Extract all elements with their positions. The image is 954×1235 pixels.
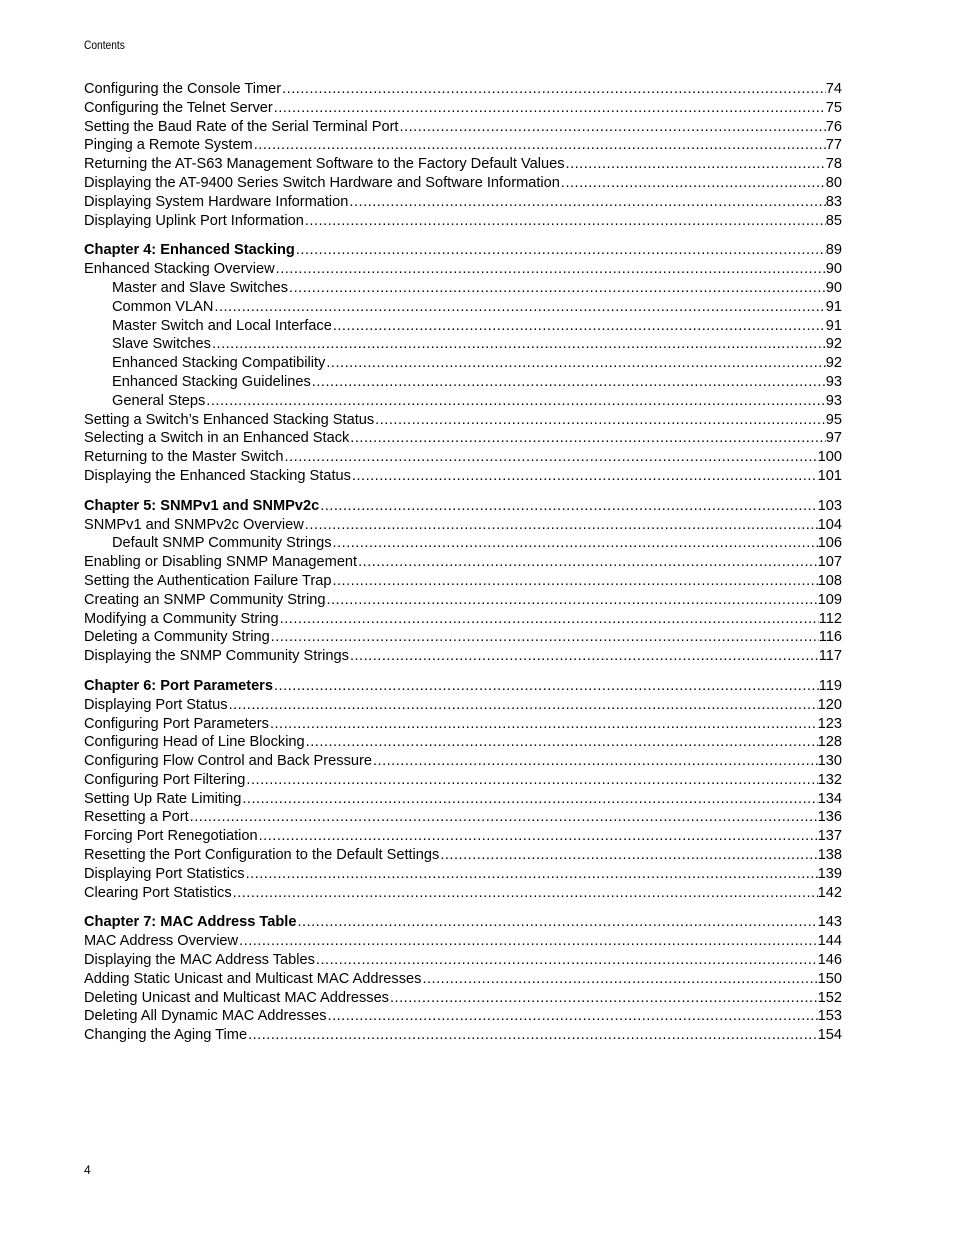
dot-leader xyxy=(273,99,826,118)
dot-leader xyxy=(205,392,825,411)
toc-entry-page: 117 xyxy=(818,648,842,665)
toc-entry-title: Setting the Baud Rate of the Serial Terminal Port xyxy=(84,118,399,135)
toc-entry[interactable] xyxy=(84,951,842,970)
dot-leader xyxy=(295,241,826,260)
toc-entry-title: Chapter 5: SNMPv1 and SNMPv2c xyxy=(84,497,320,514)
dot-leader xyxy=(357,553,818,572)
toc-entry-title: Common VLAN xyxy=(112,298,214,315)
toc-entry-page: 143 xyxy=(817,914,842,931)
toc-entry-page: 101 xyxy=(817,467,842,484)
toc-entry[interactable] xyxy=(84,628,842,647)
toc-entry-page: 107 xyxy=(817,554,842,571)
toc-chapter-heading[interactable] xyxy=(84,497,842,516)
dot-leader xyxy=(327,1007,818,1026)
toc-entry[interactable] xyxy=(84,335,842,354)
toc-entry[interactable] xyxy=(84,591,842,610)
toc-chapter-heading[interactable] xyxy=(84,241,842,260)
toc-entry-title: Displaying the Enhanced Stacking Status xyxy=(84,467,351,484)
toc-entry[interactable] xyxy=(84,827,842,846)
toc-entry-title: Configuring the Telnet Server xyxy=(84,99,273,116)
toc-entry-title: Displaying Port Status xyxy=(84,696,228,713)
toc-entry[interactable] xyxy=(84,411,842,430)
toc-entry-page: 90 xyxy=(825,261,842,278)
toc-entry-page: 75 xyxy=(825,99,842,116)
toc-entry-page: 90 xyxy=(825,279,842,296)
toc-entry-title: Changing the Aging Time xyxy=(84,1027,248,1044)
toc-entry[interactable] xyxy=(84,534,842,553)
dot-leader xyxy=(238,932,818,951)
toc-entry-title: Displaying Port Statistics xyxy=(84,865,245,882)
toc-entry-title: Adding Static Unicast and Multicast MAC Addresses xyxy=(84,970,422,987)
toc-entry-page: 108 xyxy=(817,572,842,589)
toc-entry-page: 104 xyxy=(817,516,842,533)
toc-entry-title: Resetting a Port xyxy=(84,809,189,826)
toc-entry-page: 103 xyxy=(817,497,842,514)
dot-leader xyxy=(189,808,818,827)
dot-leader xyxy=(296,913,817,932)
toc-entry[interactable] xyxy=(84,99,842,118)
dot-leader xyxy=(349,647,819,666)
toc-entry-page: 142 xyxy=(817,884,842,901)
toc-entry-page: 106 xyxy=(817,535,842,552)
toc-entry-title: Selecting a Switch in an Enhanced Stack xyxy=(84,430,350,447)
toc-entry[interactable] xyxy=(84,193,842,212)
dot-leader xyxy=(325,591,817,610)
toc-entry-title: Enhanced Stacking Guidelines xyxy=(112,373,311,390)
toc-entry[interactable] xyxy=(84,467,842,486)
toc-entry[interactable] xyxy=(84,174,842,193)
dot-leader xyxy=(331,572,817,591)
toc-entry-title: Enabling or Disabling SNMP Management xyxy=(84,554,358,571)
toc-entry-title: Returning to the Master Switch xyxy=(84,449,284,466)
toc-entry-page: 132 xyxy=(817,771,842,788)
toc-entry-page: 91 xyxy=(825,298,842,315)
toc-entry[interactable] xyxy=(84,790,842,809)
dot-leader xyxy=(247,1026,818,1045)
toc-entry[interactable] xyxy=(84,80,842,99)
dot-leader xyxy=(421,970,817,989)
dot-leader xyxy=(245,865,818,884)
toc-entry-page: 92 xyxy=(825,336,842,353)
toc-entry-title: Deleting a Community String xyxy=(84,629,270,646)
toc-entry[interactable] xyxy=(84,317,842,336)
dot-leader xyxy=(560,174,826,193)
dot-leader xyxy=(275,260,826,279)
dot-leader xyxy=(253,136,826,155)
toc-entry-page: 123 xyxy=(817,715,842,732)
toc-entry[interactable] xyxy=(84,715,842,734)
dot-leader xyxy=(273,677,819,696)
toc-entry-title: MAC Address Overview xyxy=(84,933,239,950)
dot-leader xyxy=(374,411,826,430)
toc-entry[interactable] xyxy=(84,733,842,752)
toc-entry-title: SNMPv1 and SNMPv2c Overview xyxy=(84,516,304,533)
toc-entry[interactable] xyxy=(84,1026,842,1045)
toc-entry-page: 91 xyxy=(825,317,842,334)
dot-leader xyxy=(281,80,826,99)
toc-entry-page: 109 xyxy=(817,591,842,608)
toc-entry-page: 93 xyxy=(825,373,842,390)
toc-entry-title: Configuring Flow Control and Back Pressure xyxy=(84,753,372,770)
toc-entry-title: Modifying a Community String xyxy=(84,610,279,627)
toc-entry-page: 116 xyxy=(818,629,842,646)
toc-entry-title: Returning the AT-S63 Management Software to the Factory Default Values xyxy=(84,156,565,173)
toc-chapter-heading[interactable] xyxy=(84,677,842,696)
toc-entry[interactable] xyxy=(84,553,842,572)
toc-entry-title: Creating an SNMP Community String xyxy=(84,591,326,608)
table-of-contents xyxy=(84,80,842,1045)
toc-entry-title: Chapter 6: Port Parameters xyxy=(84,677,273,694)
dot-leader xyxy=(245,771,817,790)
toc-entry[interactable] xyxy=(84,1007,842,1026)
toc-entry-page: 97 xyxy=(825,430,842,447)
toc-entry[interactable] xyxy=(84,136,842,155)
running-header: Contents xyxy=(84,38,125,52)
toc-entry-title: Slave Switches xyxy=(112,336,211,353)
toc-entry[interactable] xyxy=(84,212,842,231)
toc-entry[interactable] xyxy=(84,610,842,629)
toc-entry-title: Deleting All Dynamic MAC Addresses xyxy=(84,1008,327,1025)
toc-entry[interactable] xyxy=(84,647,842,666)
dot-leader xyxy=(348,193,825,212)
toc-entry[interactable] xyxy=(84,260,842,279)
toc-entry-page: 120 xyxy=(817,696,842,713)
toc-entry-page: 112 xyxy=(818,610,842,627)
toc-entry-page: 85 xyxy=(825,212,842,229)
dot-leader xyxy=(304,516,818,535)
toc-entry[interactable] xyxy=(84,771,842,790)
toc-entry-title: Configuring the Console Timer xyxy=(84,81,282,97)
toc-entry[interactable] xyxy=(84,448,842,467)
page-number: 4 xyxy=(84,1163,91,1177)
toc-entry-page: 150 xyxy=(817,970,842,987)
toc-entry[interactable] xyxy=(84,572,842,591)
toc-entry-page: 93 xyxy=(825,392,842,409)
toc-entry-title: Setting a Switch’s Enhanced Stacking Status xyxy=(84,411,375,428)
toc-entry-page: 136 xyxy=(817,809,842,826)
dot-leader xyxy=(389,989,818,1008)
dot-leader xyxy=(319,497,817,516)
toc-entry-page: 78 xyxy=(825,156,842,173)
toc-entry-page: 138 xyxy=(817,847,842,864)
toc-entry-page: 154 xyxy=(817,1027,842,1044)
dot-leader xyxy=(211,335,826,354)
toc-entry-title: Displaying Uplink Port Information xyxy=(84,212,304,229)
toc-entry-title: Default SNMP Community Strings xyxy=(112,535,332,552)
dot-leader xyxy=(213,298,825,317)
dot-leader xyxy=(284,448,818,467)
toc-entry[interactable] xyxy=(84,752,842,771)
toc-entry-page: 130 xyxy=(817,753,842,770)
toc-entry-page: 153 xyxy=(817,1008,842,1025)
toc-entry-title: Chapter 4: Enhanced Stacking xyxy=(84,242,295,259)
dot-leader xyxy=(232,884,818,903)
dot-leader xyxy=(315,951,818,970)
toc-entry[interactable] xyxy=(84,279,842,298)
toc-entry[interactable] xyxy=(84,932,842,951)
dot-leader xyxy=(565,155,826,174)
dot-leader xyxy=(269,715,818,734)
toc-entry-page: 76 xyxy=(825,118,842,135)
dot-leader xyxy=(332,317,826,336)
toc-entry-title: Deleting Unicast and Multicast MAC Addresses xyxy=(84,989,389,1006)
toc-entry[interactable] xyxy=(84,846,842,865)
toc-entry-title: Chapter 7: MAC Address Table xyxy=(84,914,297,931)
dot-leader xyxy=(288,279,826,298)
toc-entry-title: Clearing Port Statistics xyxy=(84,884,232,901)
toc-entry[interactable] xyxy=(84,392,842,411)
toc-entry-page: 137 xyxy=(817,828,842,845)
toc-entry-title: Displaying the AT-9400 Series Switch Hardware and Software Information xyxy=(84,174,560,191)
toc-entry[interactable] xyxy=(84,118,842,137)
toc-entry[interactable] xyxy=(84,155,842,174)
dot-leader xyxy=(270,628,819,647)
toc-entry-page: 128 xyxy=(817,734,842,751)
dot-leader xyxy=(279,610,819,629)
toc-entry-title: Resetting the Port Configuration to the Default Settings xyxy=(84,847,440,864)
toc-entry[interactable] xyxy=(84,696,842,715)
toc-entry[interactable] xyxy=(84,354,842,373)
toc-entry-title: General Steps xyxy=(112,392,206,409)
toc-chapter-heading[interactable] xyxy=(84,913,842,932)
toc-entry-title: Displaying System Hardware Information xyxy=(84,193,349,210)
dot-leader xyxy=(399,118,826,137)
toc-entry-page: 74 xyxy=(825,81,842,97)
toc-entry-title: Forcing Port Renegotiation xyxy=(84,828,258,845)
toc-entry-title: Configuring Port Filtering xyxy=(84,771,246,788)
toc-entry-title: Master and Slave Switches xyxy=(112,279,289,296)
dot-leader xyxy=(304,212,826,231)
dot-leader xyxy=(351,467,818,486)
dot-leader xyxy=(439,846,817,865)
dot-leader xyxy=(325,354,825,373)
toc-entry[interactable] xyxy=(84,884,842,903)
dot-leader xyxy=(332,534,818,553)
toc-entry-title: Configuring Port Parameters xyxy=(84,715,269,732)
toc-entry-title: Enhanced Stacking Compatibility xyxy=(112,355,326,372)
dot-leader xyxy=(311,373,826,392)
toc-entry-page: 77 xyxy=(825,137,842,154)
toc-entry[interactable] xyxy=(84,516,842,535)
toc-entry[interactable] xyxy=(84,298,842,317)
toc-entry-title: Master Switch and Local Interface xyxy=(112,317,332,334)
toc-entry-page: 144 xyxy=(817,933,842,950)
toc-entry-title: Pinging a Remote System xyxy=(84,137,253,154)
toc-entry-page: 146 xyxy=(817,952,842,969)
dot-leader xyxy=(305,733,818,752)
toc-entry-title: Setting Up Rate Limiting xyxy=(84,790,242,807)
toc-entry-title: Displaying the SNMP Community Strings xyxy=(84,648,349,665)
dot-leader xyxy=(241,790,817,809)
toc-entry[interactable] xyxy=(84,373,842,392)
toc-entry-page: 134 xyxy=(817,790,842,807)
dot-leader xyxy=(258,827,818,846)
toc-entry[interactable] xyxy=(84,429,842,448)
dot-leader xyxy=(349,429,825,448)
toc-entry[interactable] xyxy=(84,989,842,1008)
toc-entry[interactable] xyxy=(84,808,842,827)
toc-entry-title: Displaying the MAC Address Tables xyxy=(84,952,315,969)
dot-leader xyxy=(228,696,818,715)
toc-entry-page: 139 xyxy=(817,865,842,882)
toc-entry-page: 92 xyxy=(825,355,842,372)
toc-entry-page: 89 xyxy=(825,242,842,259)
dot-leader xyxy=(372,752,818,771)
toc-entry-page: 100 xyxy=(817,449,842,466)
toc-entry-title: Configuring Head of Line Blocking xyxy=(84,734,305,751)
toc-entry[interactable] xyxy=(84,865,842,884)
toc-entry-page: 83 xyxy=(825,193,842,210)
toc-entry-title: Enhanced Stacking Overview xyxy=(84,261,275,278)
toc-entry-page: 95 xyxy=(825,411,842,428)
toc-entry-page: 152 xyxy=(817,989,842,1006)
toc-entry[interactable] xyxy=(84,970,842,989)
toc-entry-title: Setting the Authentication Failure Trap xyxy=(84,572,332,589)
toc-entry-page: 119 xyxy=(818,677,842,694)
toc-entry-page: 80 xyxy=(825,174,842,191)
